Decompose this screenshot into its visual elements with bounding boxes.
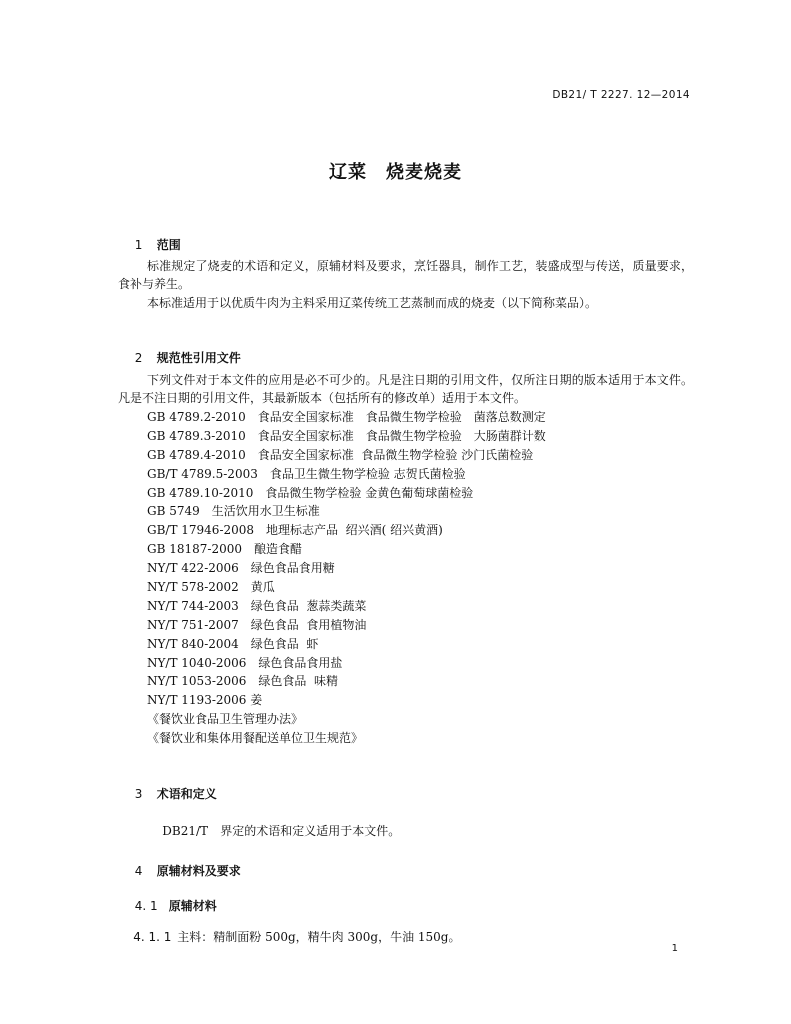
reference-item: NY/T 751-2007 绿色食品 食用植物油 <box>147 617 367 632</box>
section-number: 3 <box>134 787 143 801</box>
reference-item: 《餐饮业和集体用餐配送单位卫生规范》 <box>147 731 364 746</box>
section-number: 4 <box>134 864 143 878</box>
reference-item: GB/T 17946-2008 地理标志产品 绍兴酒( 绍兴黄酒) <box>147 523 443 538</box>
section-title: 范围 <box>156 238 181 252</box>
section-title: 术语和定义 <box>156 787 217 801</box>
reference-item: GB/T 4789.5-2003 食品卫生微生物学检验 志贺氏菌检验 <box>147 466 466 481</box>
reference-item: GB 4789.2-2010 食品安全国家标准 食品微生物学检验 菌落总数测定 <box>147 410 546 424</box>
reference-item: NY/T 744-2003 绿色食品 葱蒜类蔬菜 <box>147 598 367 613</box>
references-intro-paragraph: 下列文件对于本文件的应用是必不可少的。凡是注日期的引用文件，仅所注日期的版本适用于本文件。凡是不注日期的引用文件，其最新版本（包括所有的修改单）适用于本文件。 <box>118 373 693 405</box>
scope-paragraph-2: 本标准适用于以优质牛肉为主料采用辽菜传统工艺蒸制而成的烧麦（以下简称菜品）。 <box>147 296 598 310</box>
document-title: 辽菜 烧麦烧麦 <box>329 162 462 183</box>
scope-paragraph-1: 标准规定了烧麦的术语和定义，原辅材料及要求，烹饪器具，制作工艺，装盛成型与传送，质量要求，食补与养生。 <box>118 259 693 291</box>
reference-item: GB 4789.3-2010 食品安全国家标准 食品微生物学检验 大肠菌群计数 <box>147 428 546 443</box>
clause-main-ingredients <box>118 914 460 959</box>
standard-code: DB21/ T 2227. 12—2014 <box>552 89 690 101</box>
page-number: 1 <box>671 943 678 954</box>
reference-item: NY/T 578-2002 黄瓜 <box>147 580 275 595</box>
clause-text: 主料：精制面粉 500g，精牛肉 300g，牛油 150g。 <box>177 930 461 944</box>
terms-statement <box>147 808 400 853</box>
section-number: 2 <box>134 351 143 365</box>
reference-item: GB 5749 生活饮用水卫生标准 <box>147 504 320 519</box>
reference-list <box>147 408 546 748</box>
reference-item: NY/T 1053-2006 绿色食品 味精 <box>147 674 339 689</box>
reference-item: GB 18187-2000 酿造食醋 <box>147 542 302 557</box>
reference-item: NY/T 1040-2006 绿色食品食用盐 <box>147 655 343 670</box>
reference-item: 《餐饮业食品卫生管理办法》 <box>147 712 304 727</box>
reference-item: GB 4789.4-2010 食品安全国家标准 食品微生物学检验 沙门氏菌检验 <box>147 447 534 462</box>
reference-item: NY/T 840-2004 绿色食品 虾 <box>147 636 319 651</box>
terms-text: 界定的术语和定义适用于本文件。 <box>220 824 401 838</box>
section-number: 4. 1 <box>134 899 158 913</box>
reference-item: NY/T 422-2006 绿色食品食用糖 <box>147 561 335 576</box>
section-title: 原辅材料及要求 <box>156 864 241 878</box>
clause-number: 4. 1. 1 <box>133 930 172 944</box>
section-title: 规范性引用文件 <box>156 351 241 365</box>
reference-item: NY/T 1193-2006 姜 <box>147 693 263 708</box>
section-title: 原辅材料 <box>168 899 217 913</box>
terms-standard-code: DB21/T <box>162 824 209 838</box>
section-number: 1 <box>134 238 143 252</box>
reference-item: GB 4789.10-2010 食品微生物学检验 金黄色葡萄球菌检验 <box>147 485 474 500</box>
